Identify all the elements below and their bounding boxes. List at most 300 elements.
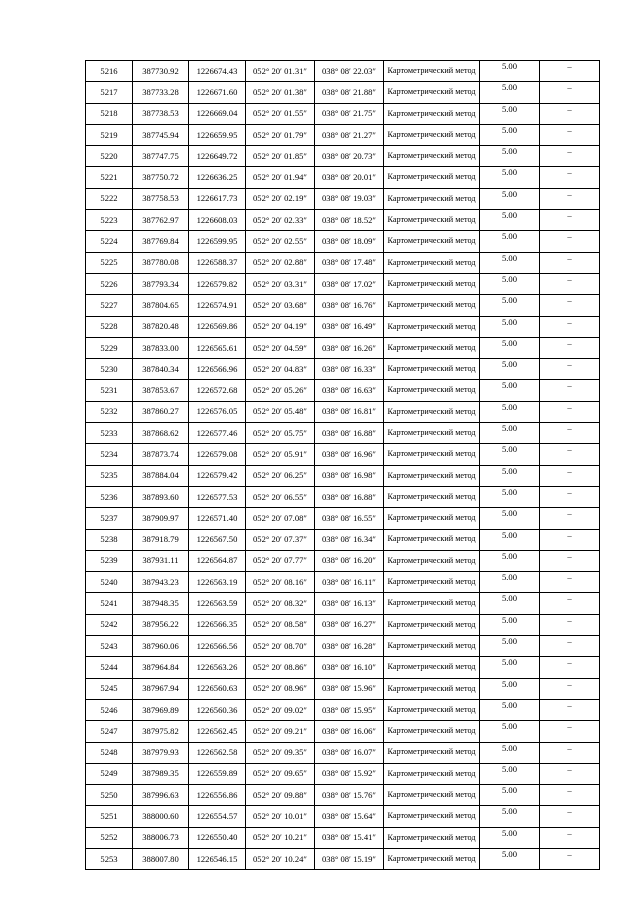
x-coordinate-cell: 387820.48 xyxy=(133,316,189,337)
x-coordinate-cell: 387931.11 xyxy=(133,550,189,571)
latitude-cell: 052° 20′ 08.96″ xyxy=(246,678,315,699)
point-number-cell: 5248 xyxy=(86,742,133,763)
method-cell: Картометрический метод xyxy=(384,188,480,209)
x-coordinate-cell: 387989.35 xyxy=(133,763,189,784)
y-coordinate-cell: 1226559.89 xyxy=(189,763,246,784)
accuracy-cell: 5.00 xyxy=(480,103,540,124)
longitude-cell: 038° 08′ 15.19″ xyxy=(315,848,384,869)
point-number-cell: 5231 xyxy=(86,380,133,401)
table-row xyxy=(86,699,600,720)
note-cell: – xyxy=(540,508,600,529)
longitude-cell: 038° 08′ 16.76″ xyxy=(315,295,384,316)
x-coordinate-cell: 387996.63 xyxy=(133,785,189,806)
longitude-cell: 038° 08′ 16.88″ xyxy=(315,423,384,444)
accuracy-cell: 5.00 xyxy=(480,742,540,763)
method-cell: Картометрический метод xyxy=(384,508,480,529)
y-coordinate-cell: 1226566.35 xyxy=(189,614,246,635)
note-cell: – xyxy=(540,785,600,806)
y-coordinate-cell: 1226636.25 xyxy=(189,167,246,188)
latitude-cell: 052° 20′ 02.19″ xyxy=(246,188,315,209)
longitude-cell: 038° 08′ 16.10″ xyxy=(315,657,384,678)
point-number-cell: 5235 xyxy=(86,465,133,486)
table-row xyxy=(86,316,600,337)
table-row xyxy=(86,167,600,188)
table-row xyxy=(86,550,600,571)
note-cell: – xyxy=(540,572,600,593)
note-cell: – xyxy=(540,423,600,444)
longitude-cell: 038° 08′ 15.96″ xyxy=(315,678,384,699)
y-coordinate-cell: 1226564.87 xyxy=(189,550,246,571)
x-coordinate-cell: 387893.60 xyxy=(133,486,189,507)
y-coordinate-cell: 1226577.53 xyxy=(189,486,246,507)
y-coordinate-cell: 1226563.19 xyxy=(189,572,246,593)
x-coordinate-cell: 387943.23 xyxy=(133,572,189,593)
latitude-cell: 052° 20′ 01.94″ xyxy=(246,167,315,188)
longitude-cell: 038° 08′ 18.09″ xyxy=(315,231,384,252)
longitude-cell: 038° 08′ 16.07″ xyxy=(315,742,384,763)
table-row xyxy=(86,444,600,465)
note-cell: – xyxy=(540,401,600,422)
point-number-cell: 5249 xyxy=(86,763,133,784)
coordinates-table xyxy=(85,60,600,870)
latitude-cell: 052° 20′ 02.33″ xyxy=(246,210,315,231)
point-number-cell: 5234 xyxy=(86,444,133,465)
x-coordinate-cell: 387884.04 xyxy=(133,465,189,486)
accuracy-cell: 5.00 xyxy=(480,657,540,678)
x-coordinate-cell: 387833.00 xyxy=(133,337,189,358)
accuracy-cell: 5.00 xyxy=(480,763,540,784)
latitude-cell: 052° 20′ 09.35″ xyxy=(246,742,315,763)
point-number-cell: 5225 xyxy=(86,252,133,273)
x-coordinate-cell: 387967.94 xyxy=(133,678,189,699)
y-coordinate-cell: 1226669.04 xyxy=(189,103,246,124)
longitude-cell: 038° 08′ 16.28″ xyxy=(315,636,384,657)
point-number-cell: 5230 xyxy=(86,359,133,380)
table-row xyxy=(86,486,600,507)
accuracy-cell: 5.00 xyxy=(480,721,540,742)
method-cell: Картометрический метод xyxy=(384,827,480,848)
point-number-cell: 5232 xyxy=(86,401,133,422)
method-cell: Картометрический метод xyxy=(384,721,480,742)
note-cell: – xyxy=(540,614,600,635)
y-coordinate-cell: 1226572.68 xyxy=(189,380,246,401)
longitude-cell: 038° 08′ 16.34″ xyxy=(315,529,384,550)
accuracy-cell: 5.00 xyxy=(480,508,540,529)
accuracy-cell: 5.00 xyxy=(480,806,540,827)
method-cell: Картометрический метод xyxy=(384,848,480,869)
x-coordinate-cell: 387873.74 xyxy=(133,444,189,465)
point-number-cell: 5218 xyxy=(86,103,133,124)
x-coordinate-cell: 387960.06 xyxy=(133,636,189,657)
table-row xyxy=(86,188,600,209)
y-coordinate-cell: 1226599.95 xyxy=(189,231,246,252)
note-cell: – xyxy=(540,337,600,358)
table-row xyxy=(86,636,600,657)
longitude-cell: 038° 08′ 16.27″ xyxy=(315,614,384,635)
y-coordinate-cell: 1226659.95 xyxy=(189,124,246,145)
x-coordinate-cell: 387956.22 xyxy=(133,614,189,635)
note-cell: – xyxy=(540,146,600,167)
y-coordinate-cell: 1226571.40 xyxy=(189,508,246,529)
latitude-cell: 052° 20′ 08.32″ xyxy=(246,593,315,614)
table-row xyxy=(86,763,600,784)
longitude-cell: 038° 08′ 16.06″ xyxy=(315,721,384,742)
point-number-cell: 5252 xyxy=(86,827,133,848)
point-number-cell: 5229 xyxy=(86,337,133,358)
note-cell: – xyxy=(540,593,600,614)
latitude-cell: 052° 20′ 04.83″ xyxy=(246,359,315,380)
point-number-cell: 5219 xyxy=(86,124,133,145)
longitude-cell: 038° 08′ 16.88″ xyxy=(315,486,384,507)
accuracy-cell: 5.00 xyxy=(480,337,540,358)
accuracy-cell: 5.00 xyxy=(480,614,540,635)
method-cell: Картометрический метод xyxy=(384,550,480,571)
latitude-cell: 052° 20′ 02.55″ xyxy=(246,231,315,252)
x-coordinate-cell: 387769.84 xyxy=(133,231,189,252)
note-cell: – xyxy=(540,188,600,209)
accuracy-cell: 5.00 xyxy=(480,359,540,380)
latitude-cell: 052° 20′ 08.70″ xyxy=(246,636,315,657)
accuracy-cell: 5.00 xyxy=(480,848,540,869)
method-cell: Картометрический метод xyxy=(384,785,480,806)
method-cell: Картометрический метод xyxy=(384,636,480,657)
accuracy-cell: 5.00 xyxy=(480,593,540,614)
x-coordinate-cell: 387758.53 xyxy=(133,188,189,209)
point-number-cell: 5239 xyxy=(86,550,133,571)
table-row xyxy=(86,614,600,635)
longitude-cell: 038° 08′ 16.55″ xyxy=(315,508,384,529)
method-cell: Картометрический метод xyxy=(384,252,480,273)
method-cell: Картометрический метод xyxy=(384,763,480,784)
latitude-cell: 052° 20′ 04.59″ xyxy=(246,337,315,358)
longitude-cell: 038° 08′ 15.76″ xyxy=(315,785,384,806)
longitude-cell: 038° 08′ 19.03″ xyxy=(315,188,384,209)
point-number-cell: 5220 xyxy=(86,146,133,167)
table-row xyxy=(86,721,600,742)
latitude-cell: 052° 20′ 05.48″ xyxy=(246,401,315,422)
x-coordinate-cell: 387964.84 xyxy=(133,657,189,678)
accuracy-cell: 5.00 xyxy=(480,699,540,720)
accuracy-cell: 5.00 xyxy=(480,380,540,401)
point-number-cell: 5244 xyxy=(86,657,133,678)
x-coordinate-cell: 387730.92 xyxy=(133,61,189,82)
table-row xyxy=(86,593,600,614)
method-cell: Картометрический метод xyxy=(384,423,480,444)
latitude-cell: 052° 20′ 09.21″ xyxy=(246,721,315,742)
x-coordinate-cell: 387762.97 xyxy=(133,210,189,231)
method-cell: Картометрический метод xyxy=(384,273,480,294)
accuracy-cell: 5.00 xyxy=(480,529,540,550)
note-cell: – xyxy=(540,210,600,231)
longitude-cell: 038° 08′ 17.02″ xyxy=(315,273,384,294)
point-number-cell: 5241 xyxy=(86,593,133,614)
table-row xyxy=(86,848,600,869)
accuracy-cell: 5.00 xyxy=(480,167,540,188)
latitude-cell: 052° 20′ 03.31″ xyxy=(246,273,315,294)
accuracy-cell: 5.00 xyxy=(480,550,540,571)
longitude-cell: 038° 08′ 18.52″ xyxy=(315,210,384,231)
note-cell: – xyxy=(540,678,600,699)
note-cell: – xyxy=(540,444,600,465)
y-coordinate-cell: 1226554.57 xyxy=(189,806,246,827)
longitude-cell: 038° 08′ 16.96″ xyxy=(315,444,384,465)
method-cell: Картометрический метод xyxy=(384,103,480,124)
latitude-cell: 052° 20′ 10.21″ xyxy=(246,827,315,848)
latitude-cell: 052° 20′ 06.25″ xyxy=(246,465,315,486)
note-cell: – xyxy=(540,316,600,337)
note-cell: – xyxy=(540,848,600,869)
accuracy-cell: 5.00 xyxy=(480,785,540,806)
point-number-cell: 5243 xyxy=(86,636,133,657)
method-cell: Картометрический метод xyxy=(384,295,480,316)
latitude-cell: 052° 20′ 01.38″ xyxy=(246,82,315,103)
table-body xyxy=(86,61,600,870)
y-coordinate-cell: 1226566.96 xyxy=(189,359,246,380)
point-number-cell: 5238 xyxy=(86,529,133,550)
note-cell: – xyxy=(540,699,600,720)
x-coordinate-cell: 388007.80 xyxy=(133,848,189,869)
longitude-cell: 038° 08′ 16.49″ xyxy=(315,316,384,337)
table-row xyxy=(86,295,600,316)
accuracy-cell: 5.00 xyxy=(480,678,540,699)
method-cell: Картометрический метод xyxy=(384,593,480,614)
latitude-cell: 052° 20′ 08.16″ xyxy=(246,572,315,593)
x-coordinate-cell: 387909.97 xyxy=(133,508,189,529)
y-coordinate-cell: 1226576.05 xyxy=(189,401,246,422)
point-number-cell: 5217 xyxy=(86,82,133,103)
longitude-cell: 038° 08′ 16.20″ xyxy=(315,550,384,571)
y-coordinate-cell: 1226563.59 xyxy=(189,593,246,614)
point-number-cell: 5240 xyxy=(86,572,133,593)
y-coordinate-cell: 1226574.91 xyxy=(189,295,246,316)
y-coordinate-cell: 1226556.86 xyxy=(189,785,246,806)
longitude-cell: 038° 08′ 15.41″ xyxy=(315,827,384,848)
accuracy-cell: 5.00 xyxy=(480,423,540,444)
accuracy-cell: 5.00 xyxy=(480,295,540,316)
method-cell: Картометрический метод xyxy=(384,316,480,337)
method-cell: Картометрический метод xyxy=(384,444,480,465)
table-row xyxy=(86,252,600,273)
accuracy-cell: 5.00 xyxy=(480,444,540,465)
longitude-cell: 038° 08′ 17.48″ xyxy=(315,252,384,273)
point-number-cell: 5247 xyxy=(86,721,133,742)
accuracy-cell: 5.00 xyxy=(480,636,540,657)
note-cell: – xyxy=(540,61,600,82)
y-coordinate-cell: 1226577.46 xyxy=(189,423,246,444)
longitude-cell: 038° 08′ 20.01″ xyxy=(315,167,384,188)
table-row xyxy=(86,529,600,550)
method-cell: Картометрический метод xyxy=(384,806,480,827)
accuracy-cell: 5.00 xyxy=(480,827,540,848)
longitude-cell: 038° 08′ 20.73″ xyxy=(315,146,384,167)
method-cell: Картометрический метод xyxy=(384,572,480,593)
latitude-cell: 052° 20′ 04.19″ xyxy=(246,316,315,337)
note-cell: – xyxy=(540,806,600,827)
table-row xyxy=(86,572,600,593)
table-row xyxy=(86,401,600,422)
note-cell: – xyxy=(540,252,600,273)
method-cell: Картометрический метод xyxy=(384,380,480,401)
y-coordinate-cell: 1226579.82 xyxy=(189,273,246,294)
note-cell: – xyxy=(540,231,600,252)
y-coordinate-cell: 1226562.58 xyxy=(189,742,246,763)
note-cell: – xyxy=(540,721,600,742)
note-cell: – xyxy=(540,167,600,188)
longitude-cell: 038° 08′ 15.95″ xyxy=(315,699,384,720)
point-number-cell: 5236 xyxy=(86,486,133,507)
latitude-cell: 052° 20′ 09.65″ xyxy=(246,763,315,784)
note-cell: – xyxy=(540,295,600,316)
accuracy-cell: 5.00 xyxy=(480,231,540,252)
method-cell: Картометрический метод xyxy=(384,486,480,507)
latitude-cell: 052° 20′ 05.26″ xyxy=(246,380,315,401)
point-number-cell: 5222 xyxy=(86,188,133,209)
method-cell: Картометрический метод xyxy=(384,359,480,380)
method-cell: Картометрический метод xyxy=(384,61,480,82)
point-number-cell: 5246 xyxy=(86,699,133,720)
point-number-cell: 5228 xyxy=(86,316,133,337)
method-cell: Картометрический метод xyxy=(384,124,480,145)
latitude-cell: 052° 20′ 05.91″ xyxy=(246,444,315,465)
note-cell: – xyxy=(540,763,600,784)
y-coordinate-cell: 1226569.86 xyxy=(189,316,246,337)
accuracy-cell: 5.00 xyxy=(480,465,540,486)
point-number-cell: 5221 xyxy=(86,167,133,188)
x-coordinate-cell: 387853.67 xyxy=(133,380,189,401)
method-cell: Картометрический метод xyxy=(384,657,480,678)
table-row xyxy=(86,210,600,231)
method-cell: Картометрический метод xyxy=(384,529,480,550)
longitude-cell: 038° 08′ 16.13″ xyxy=(315,593,384,614)
note-cell: – xyxy=(540,529,600,550)
latitude-cell: 052° 20′ 01.85″ xyxy=(246,146,315,167)
point-number-cell: 5226 xyxy=(86,273,133,294)
point-number-cell: 5224 xyxy=(86,231,133,252)
latitude-cell: 052° 20′ 02.88″ xyxy=(246,252,315,273)
accuracy-cell: 5.00 xyxy=(480,486,540,507)
method-cell: Картометрический метод xyxy=(384,678,480,699)
x-coordinate-cell: 387747.75 xyxy=(133,146,189,167)
table-row xyxy=(86,61,600,82)
method-cell: Картометрический метод xyxy=(384,742,480,763)
latitude-cell: 052° 20′ 03.68″ xyxy=(246,295,315,316)
y-coordinate-cell: 1226565.61 xyxy=(189,337,246,358)
latitude-cell: 052° 20′ 01.31″ xyxy=(246,61,315,82)
method-cell: Картометрический метод xyxy=(384,614,480,635)
accuracy-cell: 5.00 xyxy=(480,401,540,422)
longitude-cell: 038° 08′ 16.63″ xyxy=(315,380,384,401)
latitude-cell: 052° 20′ 09.02″ xyxy=(246,699,315,720)
latitude-cell: 052° 20′ 01.79″ xyxy=(246,124,315,145)
latitude-cell: 052° 20′ 10.01″ xyxy=(246,806,315,827)
x-coordinate-cell: 387975.82 xyxy=(133,721,189,742)
table-row xyxy=(86,423,600,444)
point-number-cell: 5223 xyxy=(86,210,133,231)
note-cell: – xyxy=(540,380,600,401)
x-coordinate-cell: 387868.62 xyxy=(133,423,189,444)
method-cell: Картометрический метод xyxy=(384,167,480,188)
y-coordinate-cell: 1226563.26 xyxy=(189,657,246,678)
accuracy-cell: 5.00 xyxy=(480,252,540,273)
note-cell: – xyxy=(540,103,600,124)
x-coordinate-cell: 387918.79 xyxy=(133,529,189,550)
x-coordinate-cell: 387750.72 xyxy=(133,167,189,188)
accuracy-cell: 5.00 xyxy=(480,82,540,103)
accuracy-cell: 5.00 xyxy=(480,316,540,337)
accuracy-cell: 5.00 xyxy=(480,146,540,167)
longitude-cell: 038° 08′ 16.81″ xyxy=(315,401,384,422)
note-cell: – xyxy=(540,486,600,507)
latitude-cell: 052° 20′ 08.86″ xyxy=(246,657,315,678)
note-cell: – xyxy=(540,359,600,380)
longitude-cell: 038° 08′ 16.11″ xyxy=(315,572,384,593)
note-cell: – xyxy=(540,82,600,103)
accuracy-cell: 5.00 xyxy=(480,188,540,209)
note-cell: – xyxy=(540,273,600,294)
method-cell: Картометрический метод xyxy=(384,82,480,103)
y-coordinate-cell: 1226566.56 xyxy=(189,636,246,657)
latitude-cell: 052° 20′ 05.75″ xyxy=(246,423,315,444)
x-coordinate-cell: 388006.73 xyxy=(133,827,189,848)
method-cell: Картометрический метод xyxy=(384,699,480,720)
table-row xyxy=(86,827,600,848)
x-coordinate-cell: 387733.28 xyxy=(133,82,189,103)
table-row xyxy=(86,273,600,294)
point-number-cell: 5237 xyxy=(86,508,133,529)
x-coordinate-cell: 387780.08 xyxy=(133,252,189,273)
table-row xyxy=(86,103,600,124)
longitude-cell: 038° 08′ 21.88″ xyxy=(315,82,384,103)
longitude-cell: 038° 08′ 21.75″ xyxy=(315,103,384,124)
accuracy-cell: 5.00 xyxy=(480,61,540,82)
longitude-cell: 038° 08′ 15.64″ xyxy=(315,806,384,827)
table-row xyxy=(86,380,600,401)
note-cell: – xyxy=(540,124,600,145)
y-coordinate-cell: 1226550.40 xyxy=(189,827,246,848)
table-row xyxy=(86,806,600,827)
point-number-cell: 5233 xyxy=(86,423,133,444)
latitude-cell: 052° 20′ 07.08″ xyxy=(246,508,315,529)
note-cell: – xyxy=(540,550,600,571)
latitude-cell: 052° 20′ 07.37″ xyxy=(246,529,315,550)
x-coordinate-cell: 387738.53 xyxy=(133,103,189,124)
point-number-cell: 5253 xyxy=(86,848,133,869)
longitude-cell: 038° 08′ 16.33″ xyxy=(315,359,384,380)
y-coordinate-cell: 1226579.08 xyxy=(189,444,246,465)
point-number-cell: 5251 xyxy=(86,806,133,827)
y-coordinate-cell: 1226617.73 xyxy=(189,188,246,209)
point-number-cell: 5250 xyxy=(86,785,133,806)
table-row xyxy=(86,657,600,678)
table-row xyxy=(86,742,600,763)
note-cell: – xyxy=(540,827,600,848)
note-cell: – xyxy=(540,742,600,763)
table-row xyxy=(86,337,600,358)
y-coordinate-cell: 1226567.50 xyxy=(189,529,246,550)
point-number-cell: 5242 xyxy=(86,614,133,635)
x-coordinate-cell: 387860.27 xyxy=(133,401,189,422)
y-coordinate-cell: 1226560.36 xyxy=(189,699,246,720)
table-row xyxy=(86,124,600,145)
method-cell: Картометрический метод xyxy=(384,231,480,252)
method-cell: Картометрический метод xyxy=(384,337,480,358)
method-cell: Картометрический метод xyxy=(384,146,480,167)
accuracy-cell: 5.00 xyxy=(480,210,540,231)
x-coordinate-cell: 387979.93 xyxy=(133,742,189,763)
x-coordinate-cell: 387745.94 xyxy=(133,124,189,145)
table-row xyxy=(86,508,600,529)
x-coordinate-cell: 388000.60 xyxy=(133,806,189,827)
